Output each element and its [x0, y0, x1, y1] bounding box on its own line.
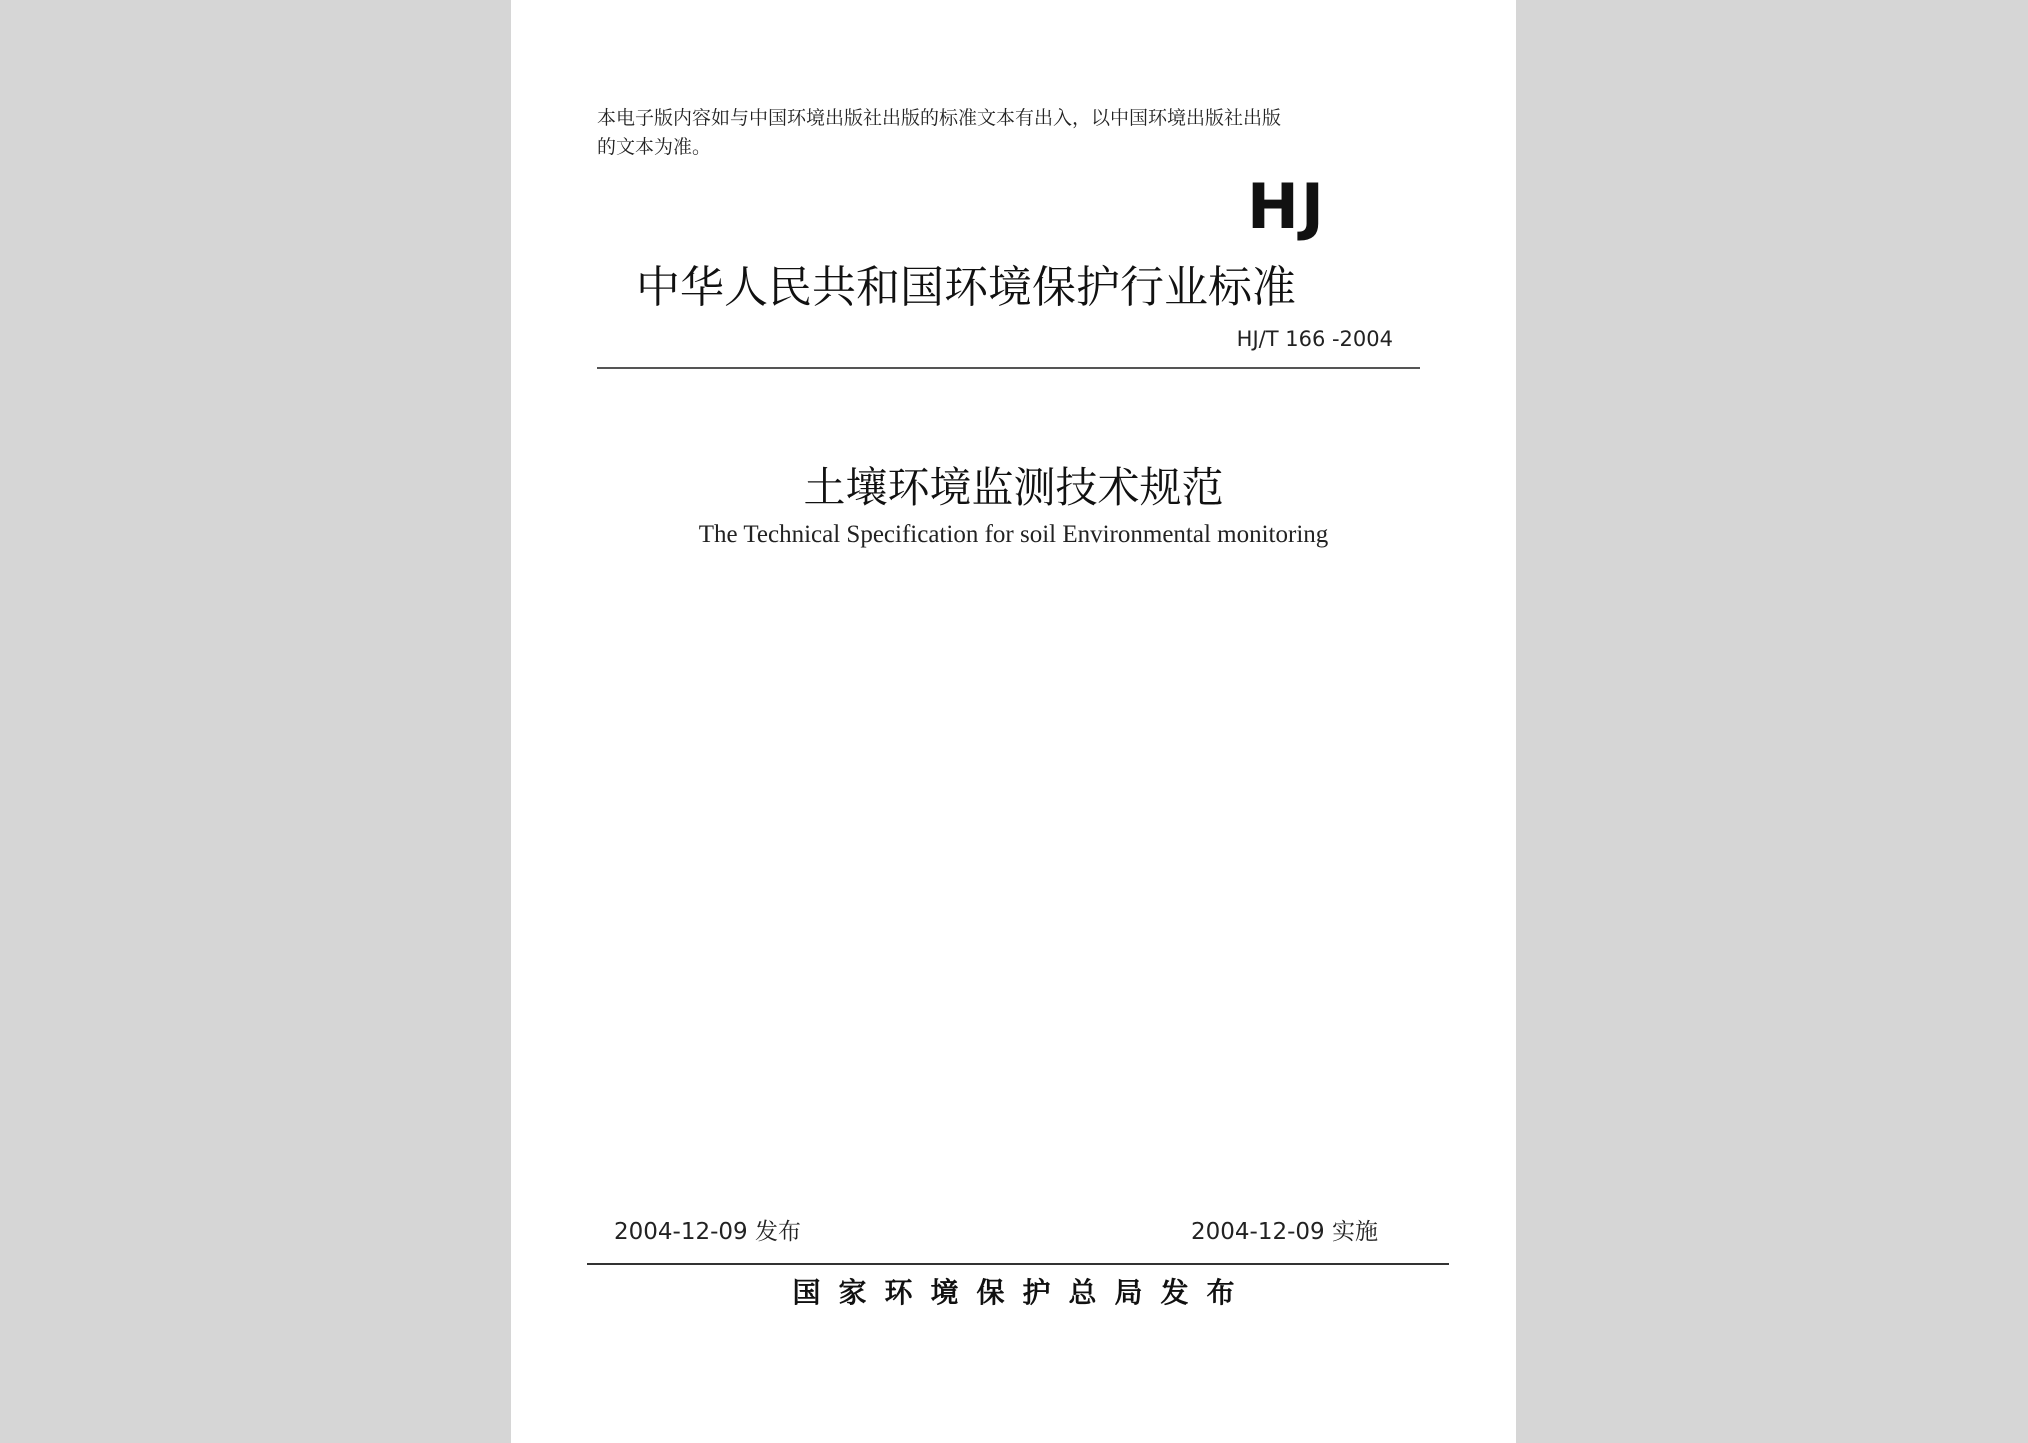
notice-line-1: 本电子版内容如与中国环境出版社出版的标准文本有出入，以中国环境出版社出版 — [597, 107, 1282, 129]
electronic-version-notice — [597, 104, 1437, 162]
issuing-authority: 国家环境保护总局发布 — [792, 1276, 1253, 1309]
notice-line-2: 的文本为准。 — [597, 136, 712, 158]
document-title-chinese: 土壤环境监测技术规范 — [803, 463, 1224, 512]
header-divider — [597, 367, 1420, 369]
footer-divider — [587, 1263, 1449, 1265]
document-title-english: The Technical Specification for soil Environmental monitoring — [698, 521, 1329, 548]
issue-date: 2004-12-09 发布 — [614, 1219, 801, 1245]
implementation-date: 2004-12-09 实施 — [1191, 1219, 1378, 1245]
standard-category-mark: HJ — [1247, 170, 1326, 243]
document-page — [511, 0, 1516, 1443]
standard-number: HJ/T 166 -2004 — [1236, 327, 1393, 351]
standard-type-title: 中华人民共和国环境保护行业标准 — [636, 262, 1296, 313]
